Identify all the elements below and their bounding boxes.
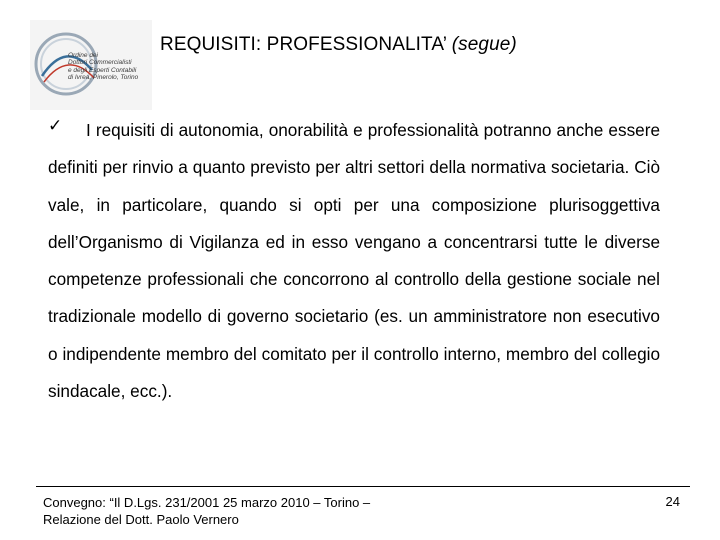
- page-number: 24: [665, 494, 680, 509]
- footer-divider: [36, 486, 690, 487]
- title-sub: (segue): [451, 34, 517, 55]
- slide-title: [160, 34, 680, 56]
- footer-citation: [43, 494, 370, 528]
- checkmark-icon: ✓: [48, 116, 63, 136]
- organization-logo: [30, 20, 152, 110]
- footer-line-2: Relazione del Dott. Paolo Vernero: [43, 512, 239, 527]
- title-main: REQUISITI: PROFESSIONALITA’: [160, 34, 447, 55]
- bullet-paragraph: I requisiti di autonomia, onorabilità e professionalità potranno anche essere definiti per rinvio a quanto previsto per altri settori della normativa societaria. Ciò vale, in particolare, quando si opti per una composizione plurisoggettiva dell’Organismo di Vigilanza ed in esso vengano a concentrarsi tutte le diverse competenze professionali che concorrono al controllo della gestione sociale nel tradizionale modello di governo societario (es. un amministratore non esecutivo o indipendente membro del comitato per il controllo interno, membro del collegio sindacale, ecc.).: [48, 120, 660, 402]
- logo-text: Ordine dei Dottori Commercialisti e degli Esperti Contabili di Ivrea, Pinerolo, Torino: [68, 52, 139, 82]
- footer-line-1: Convegno: “Il D.Lgs. 231/2001 25 marzo 2010 – Torino –: [43, 495, 371, 510]
